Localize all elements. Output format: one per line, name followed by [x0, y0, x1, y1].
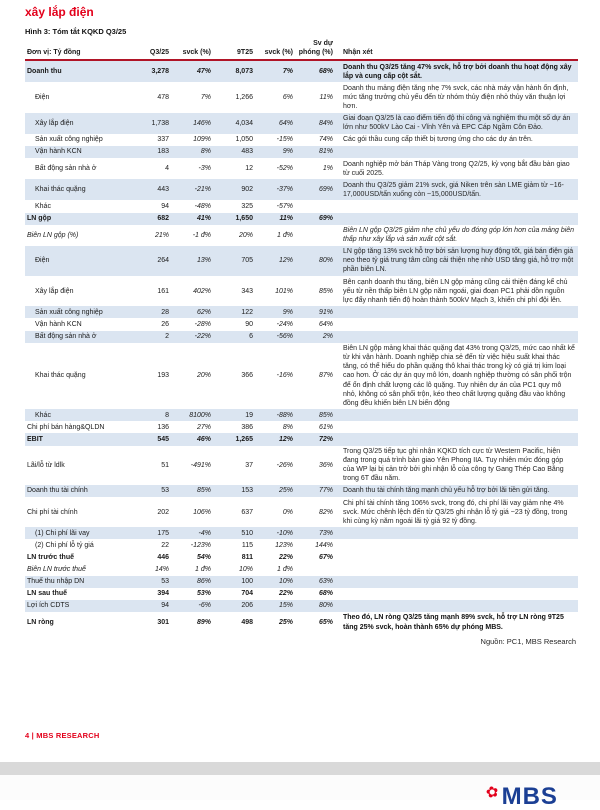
- value-q3-25: 136: [157, 423, 169, 431]
- value-9t25: 704: [241, 590, 253, 598]
- row-comment: [335, 539, 578, 551]
- row-label: Doanh thu tài chính: [25, 485, 137, 497]
- value-du-phong: 72%: [295, 433, 335, 445]
- value-svck-q3: 146%: [171, 113, 213, 134]
- value-svck-q3: -3%: [198, 165, 211, 173]
- figure-caption: Hình 3: Tóm tắt KQKD Q3/25: [25, 27, 127, 36]
- value-q3-25: 22: [161, 541, 169, 549]
- row-label: Chi phí bán hàng&QLDN: [27, 423, 105, 431]
- row-label: LN trước thuế: [27, 554, 74, 561]
- value-svck-q3: 89%: [196, 619, 211, 627]
- value-svck-q3: 27%: [196, 423, 211, 431]
- value-svck-9t: -88%: [255, 409, 295, 421]
- value-svck-q3: 47%: [171, 60, 213, 82]
- table-row: [25, 134, 578, 146]
- row-comment: [335, 318, 578, 330]
- table-row: [25, 246, 578, 276]
- table-row: [25, 588, 578, 600]
- value-svck-q3: 1 đ%: [195, 566, 211, 574]
- table-row: [25, 564, 578, 576]
- table-row: [25, 576, 578, 588]
- value-svck-q3: -21%: [171, 179, 213, 200]
- row-comment: [335, 552, 578, 564]
- value-q3-25: 28: [137, 306, 171, 318]
- value-svck-q3: 13%: [171, 246, 213, 276]
- row-comment: [335, 433, 578, 445]
- value-9t25: 12: [245, 165, 253, 173]
- value-svck-q3: 7%: [200, 93, 211, 101]
- value-svck-9t: 7%: [255, 60, 295, 82]
- value-svck-q3: -1 đ%: [192, 231, 211, 239]
- value-svck-9t: -24%: [276, 320, 293, 328]
- row-label: Khai thác quặng: [35, 372, 86, 380]
- value-svck-9t: 9%: [255, 146, 295, 158]
- value-du-phong: 68%: [295, 60, 335, 82]
- row-comment: Biên LN gộp Q3/25 giảm nhẹ chủ yếu do đóng góp lớn hơn của mảng biên thấp như xây lắp và sản xuất cột sắt.: [343, 227, 575, 244]
- value-du-phong: 1%: [322, 165, 333, 173]
- row-label: Xây lắp điện: [35, 287, 74, 295]
- page-title: xây lắp điện: [25, 5, 94, 19]
- row-label: EBIT: [25, 433, 137, 445]
- mbs-logo: [484, 782, 558, 810]
- value-svck-9t: 25%: [278, 619, 293, 627]
- value-svck-q3: -6%: [171, 600, 213, 612]
- value-svck-9t: 22%: [278, 554, 293, 561]
- table-body: [25, 60, 578, 633]
- value-svck-q3: 86%: [171, 576, 213, 588]
- row-comment: [335, 409, 578, 421]
- value-q3-25: 337: [157, 136, 169, 144]
- value-svck-9t: 101%: [275, 287, 293, 295]
- value-du-phong: [295, 564, 335, 576]
- table-row: [25, 318, 578, 330]
- value-q3-25: 682: [137, 213, 171, 225]
- value-svck-q3: 402%: [193, 287, 211, 295]
- value-9t25: 366: [241, 372, 253, 380]
- value-9t25: 637: [241, 508, 253, 516]
- table-row: [25, 539, 578, 551]
- row-comment: Trong Q3/25 tiếp tục ghi nhận KQKD tích cực từ Western Pacific, hiện đang trong quá trình bàn giao Yên Phong IIA. Tuy nhiên mức đóng góp của WP lại bị cản trở bởi ghi nhận lỗ của công ty Gang Thép Cao Bằng trong 6T đầu năm.: [343, 448, 564, 483]
- row-label: (2) Chi phí lỗ tỷ giá: [35, 541, 94, 549]
- row-label: Khác: [35, 202, 51, 210]
- col-header-nhan-xet: Nhận xét: [335, 39, 578, 60]
- value-q3-25: 53: [137, 576, 171, 588]
- value-9t25: 19: [213, 409, 255, 421]
- row-comment: Biên LN gộp mảng khai thác quặng đạt 43% trong Q3/25, mức cao nhất kể từ khi vận hành. Doanh nghiệp chia sẻ đến từ việc hiệu suất khai thác tăng, có thể hiểu do phần quặng thô khai thác trong kỳ có giá trị kim loại cao hơn. Ở các dự án quy mô lớn, doanh nghiệp thường có sân phối trộn để ổn định chất lượng các lô quặng. Tuy nhiên dự án của PC1 quy mô nhỏ, không có sân phối trộn, kéo theo chất lượng quặng đầu vào không đồng đều khiến biên LN biến động: [343, 345, 575, 407]
- value-9t25: 115: [241, 541, 253, 549]
- value-q3-25: 2: [137, 331, 171, 343]
- row-comment: [335, 146, 578, 158]
- value-svck-q3: 62%: [171, 306, 213, 318]
- value-du-phong: 80%: [295, 600, 335, 612]
- table-row: [25, 225, 578, 246]
- row-label: Sản xuất công nghiệp: [35, 136, 103, 144]
- row-label: Thuế thu nhập DN: [25, 576, 137, 588]
- row-label: Khác: [25, 409, 137, 421]
- footer-page-info: [25, 731, 100, 740]
- value-svck-q3: 41%: [171, 213, 213, 225]
- value-9t25: 1,050: [235, 136, 253, 144]
- value-9t25: 90: [245, 320, 253, 328]
- table-row: [25, 179, 578, 200]
- value-9t25: 206: [213, 600, 255, 612]
- value-svck-q3: 54%: [196, 554, 211, 561]
- value-9t25: 1,265: [213, 433, 255, 445]
- value-du-phong: 87%: [318, 372, 333, 380]
- value-svck-q3: -4%: [171, 527, 213, 539]
- value-q3-25: 3,278: [137, 60, 171, 82]
- value-du-phong: 65%: [318, 619, 333, 627]
- value-svck-9t: 8%: [282, 423, 293, 431]
- value-svck-9t: 64%: [255, 113, 295, 134]
- value-du-phong: 74%: [318, 136, 333, 144]
- value-9t25: 386: [241, 423, 253, 431]
- value-svck-q3: -123%: [190, 541, 211, 549]
- value-svck-9t: 15%: [255, 600, 295, 612]
- value-9t25: 902: [213, 179, 255, 200]
- value-q3-25: 301: [157, 619, 169, 627]
- value-svck-9t: 9%: [255, 306, 295, 318]
- table-row: [25, 527, 578, 539]
- row-comment: [335, 306, 578, 318]
- value-svck-9t: 0%: [282, 508, 293, 516]
- row-comment: [335, 331, 578, 343]
- row-comment: [335, 588, 578, 600]
- value-svck-9t: -57%: [276, 202, 293, 210]
- row-label: Bất động sản nhà ở: [25, 331, 137, 343]
- value-q3-25: 446: [157, 554, 169, 561]
- value-q3-25: 94: [137, 600, 171, 612]
- value-du-phong: 2%: [295, 331, 335, 343]
- value-9t25: 8,073: [213, 60, 255, 82]
- row-comment: Doanh thu mảng điện tăng nhẹ 7% svck, các nhà máy vận hành ổn định, mức tăng trưởng chủ yếu đến từ nhóm thủy điện nhỏ thủy văn thuận lợi hơn.: [343, 84, 569, 111]
- value-q3-25: 202: [157, 508, 169, 516]
- value-du-phong: [295, 225, 335, 246]
- value-9t25: 122: [213, 306, 255, 318]
- col-header-svck-9t: svck (%): [255, 39, 295, 60]
- value-svck-q3: 85%: [171, 485, 213, 497]
- value-du-phong: [295, 200, 335, 212]
- value-q3-25: 193: [157, 372, 169, 380]
- row-comment: [335, 576, 578, 588]
- col-header-unit: Đơn vị: Tỷ đồng: [25, 39, 137, 60]
- value-q3-25: 21%: [154, 231, 169, 239]
- row-comment: Doanh thu Q3/25 giảm 21% svck, giá Niken trên sàn LME giảm từ ~16-17,000USD/tấn xuống còn ~15,000USD/tấn.: [335, 179, 578, 200]
- value-q3-25: 53: [137, 485, 171, 497]
- row-label: LN gộp: [25, 213, 137, 225]
- table-row: [25, 600, 578, 612]
- value-q3-25: 4: [165, 165, 169, 173]
- col-header-q3-25: Q3/25: [137, 39, 171, 60]
- value-9t25: 343: [241, 287, 253, 295]
- row-label: Doanh thu: [25, 60, 137, 82]
- row-comment: Theo đó, LN ròng Q3/25 tăng mạnh 89% svck, hỗ trợ LN ròng 9T25 tăng 25% svck, hoàn thành 65% dự phóng MBS.: [343, 614, 564, 631]
- value-svck-9t: -52%: [276, 165, 293, 173]
- row-comment: Doanh nghiệp mở bán Tháp Vàng trong Q2/25, kỳ vọng bắt đầu bàn giao từ cuối 2025.: [343, 160, 570, 177]
- value-9t25: 100: [213, 576, 255, 588]
- table-row: [25, 113, 578, 134]
- row-label: Sản xuất công nghiệp: [25, 306, 137, 318]
- row-label: (1) Chi phí lãi vay: [25, 527, 137, 539]
- value-svck-q3: -22%: [171, 331, 213, 343]
- value-du-phong: 67%: [318, 554, 333, 561]
- value-9t25: 498: [241, 619, 253, 627]
- value-q3-25: 161: [157, 287, 169, 295]
- footer-divider-bar: [0, 762, 600, 775]
- table-row: [25, 497, 578, 527]
- table-row: [25, 409, 578, 421]
- table-row: [25, 146, 578, 158]
- row-comment: Doanh thu tài chính tăng mạnh chủ yếu hỗ trợ bởi lãi tiền gửi tăng.: [335, 485, 578, 497]
- value-q3-25: 175: [137, 527, 171, 539]
- value-9t25: 325: [241, 202, 253, 210]
- value-du-phong: 63%: [295, 576, 335, 588]
- value-svck-9t: -56%: [255, 331, 295, 343]
- kqkd-table: [25, 39, 578, 633]
- value-svck-9t: -16%: [276, 372, 293, 380]
- row-comment: [335, 213, 578, 225]
- value-9t25: 20%: [238, 231, 253, 239]
- kqkd-table-wrap: [25, 39, 578, 646]
- table-row: [25, 276, 578, 306]
- value-svck-9t: 22%: [278, 590, 293, 598]
- table-row: [25, 485, 578, 497]
- value-du-phong: 144%: [315, 541, 333, 549]
- value-du-phong: 82%: [318, 508, 333, 516]
- row-comment: Bên cạnh doanh thu tăng, biên LN gộp mảng cũng cải thiện đáng kể chủ yếu từ nền thấp biên LN gộp năm ngoái, giai đoạn PC1 phải dồn nguồn lực đẩy nhanh tiến độ hoàn thành 500kV Mạch 3, khiến chi phí đội lên.: [343, 278, 568, 304]
- footer-separator: |: [31, 731, 34, 740]
- value-9t25: 153: [213, 485, 255, 497]
- row-label: Khai thác quặng: [25, 179, 137, 200]
- value-svck-q3: 46%: [171, 433, 213, 445]
- col-header-svck-q3: svck (%): [171, 39, 213, 60]
- value-q3-25: 264: [137, 246, 171, 276]
- row-comment: [335, 421, 578, 433]
- value-svck-q3: -28%: [194, 320, 211, 328]
- table-row: [25, 82, 578, 112]
- value-9t25: 483: [213, 146, 255, 158]
- table-row: [25, 331, 578, 343]
- col-header-9t25: 9T25: [213, 39, 255, 60]
- table-row: [25, 446, 578, 485]
- value-du-phong: 85%: [318, 287, 333, 295]
- value-du-phong: 91%: [295, 306, 335, 318]
- value-9t25: 1,266: [235, 93, 253, 101]
- value-9t25: 811: [241, 554, 253, 561]
- row-comment: [335, 600, 578, 612]
- value-du-phong: 69%: [295, 213, 335, 225]
- value-svck-q3: 53%: [196, 590, 211, 598]
- table-row: [25, 158, 578, 179]
- row-label: Biên LN trước thuế: [27, 566, 86, 574]
- value-du-phong: 61%: [318, 423, 333, 431]
- value-svck-9t: 11%: [255, 213, 295, 225]
- value-svck-9t: 25%: [255, 485, 295, 497]
- row-label: LN ròng: [27, 619, 54, 627]
- value-du-phong: 85%: [295, 409, 335, 421]
- row-comment: Giai đoạn Q3/25 là cao điểm tiến độ thi công và nghiệm thu một số dự án lớn như 500kV Lào Cai - Vĩnh Yên và EPC Cáp Ngầm Côn Đảo.: [335, 113, 578, 134]
- row-label: Chi phí tài chính: [27, 508, 78, 516]
- value-svck-q3: -491%: [190, 461, 211, 469]
- value-9t25: 10%: [238, 566, 253, 574]
- value-svck-9t: 12%: [255, 433, 295, 445]
- table-header-row: [25, 39, 578, 60]
- value-q3-25: 1,738: [137, 113, 171, 134]
- row-label: Bất động sản nhà ở: [35, 165, 97, 173]
- value-svck-9t: 10%: [255, 576, 295, 588]
- value-q3-25: 394: [157, 590, 169, 598]
- row-comment: Chi phí tài chính tăng 106% svck, trong đó, chi phí lãi vay giảm nhẹ 4% svck. Mức chênh lệch đến từ Q3/25 ghi nhận lỗ tỷ giá ~23 tỷ đồng, trong khi cùng kỳ năm ngoái lãi tỷ giá 92 tỷ đồng.: [343, 499, 568, 525]
- value-svck-q3: 20%: [196, 372, 211, 380]
- row-comment: [335, 200, 578, 212]
- value-q3-25: 51: [161, 461, 169, 469]
- value-svck-9t: -10%: [255, 527, 295, 539]
- value-du-phong: 73%: [295, 527, 335, 539]
- table-row: [25, 306, 578, 318]
- mbs-flame-icon: ✿: [484, 782, 501, 803]
- value-q3-25: 183: [137, 146, 171, 158]
- table-row: [25, 60, 578, 82]
- value-svck-9t: -37%: [255, 179, 295, 200]
- value-q3-25: 545: [137, 433, 171, 445]
- row-label: LN sau thuế: [27, 590, 68, 598]
- value-9t25: 705: [213, 246, 255, 276]
- table-row: [25, 612, 578, 633]
- value-svck-q3: 8100%: [171, 409, 213, 421]
- table-row: [25, 200, 578, 212]
- row-label: Lợi ích CDTS: [25, 600, 137, 612]
- row-comment: [335, 527, 578, 539]
- row-comment: Các gói thầu cung cấp thiết bị tương ứng cho các dự án trên.: [343, 136, 533, 144]
- col-header-sv-du-phong: Sv dự phóng (%): [295, 39, 335, 60]
- value-9t25: 4,034: [213, 113, 255, 134]
- value-svck-q3: -48%: [194, 202, 211, 210]
- value-9t25: 1,650: [213, 213, 255, 225]
- value-du-phong: 11%: [319, 93, 333, 101]
- mbs-logo-text: MBS: [501, 783, 558, 810]
- value-du-phong: 69%: [295, 179, 335, 200]
- row-comment: Doanh thu Q3/25 tăng 47% svck, hỗ trợ bởi doanh thu hoạt động xây lắp và cung cấp cột sắt.: [335, 60, 578, 82]
- value-svck-9t: -26%: [276, 461, 293, 469]
- source-text: Nguồn: PC1, MBS Research: [480, 637, 576, 647]
- value-svck-q3: 106%: [193, 508, 211, 516]
- value-svck-q3: 109%: [193, 136, 211, 144]
- value-q3-25: 94: [161, 202, 169, 210]
- row-label: Xây lắp điện: [25, 113, 137, 134]
- value-q3-25: 8: [137, 409, 171, 421]
- table-row: [25, 552, 578, 564]
- value-svck-9t: 1 đ%: [277, 566, 293, 574]
- table-row: [25, 433, 578, 445]
- footer-page-number: 4: [25, 731, 30, 740]
- value-du-phong: 36%: [318, 461, 333, 469]
- value-q3-25: 443: [137, 179, 171, 200]
- value-du-phong: 81%: [295, 146, 335, 158]
- value-du-phong: 68%: [318, 590, 333, 598]
- row-comment: [335, 564, 578, 576]
- footer-brand: MBS RESEARCH: [36, 731, 100, 740]
- row-label: Biên LN gộp (%): [27, 231, 79, 239]
- row-label: Vận hành KCN: [35, 320, 82, 328]
- table-row: [25, 421, 578, 433]
- value-q3-25: 26: [161, 320, 169, 328]
- value-q3-25: 478: [157, 93, 169, 101]
- value-svck-9t: 6%: [282, 93, 293, 101]
- row-label: Điện: [35, 93, 50, 101]
- value-q3-25: 14%: [154, 566, 169, 574]
- table-row: [25, 213, 578, 225]
- table-row: [25, 343, 578, 410]
- row-label: Lãi/lỗ từ ldlk: [27, 461, 65, 469]
- value-du-phong: 80%: [295, 246, 335, 276]
- row-label: Điện: [25, 246, 137, 276]
- value-svck-9t: 123%: [275, 541, 293, 549]
- row-label: Vận hành KCN: [25, 146, 137, 158]
- value-du-phong: 64%: [318, 320, 333, 328]
- value-du-phong: 84%: [295, 113, 335, 134]
- value-du-phong: 77%: [295, 485, 335, 497]
- value-svck-9t: 12%: [255, 246, 295, 276]
- value-svck-q3: 8%: [171, 146, 213, 158]
- value-9t25: 510: [213, 527, 255, 539]
- value-svck-9t: 1 đ%: [277, 231, 293, 239]
- value-9t25: 6: [213, 331, 255, 343]
- value-9t25: 37: [245, 461, 253, 469]
- value-svck-9t: -15%: [276, 136, 293, 144]
- row-comment: LN gộp tăng 13% svck hỗ trợ bởi sản lượng huy động tốt, giá bán điện giá neo theo tỷ giá trung tâm cũng cải thiện nhẹ nhờ USD tăng giá, hỗ trợ một phần biên LN.: [335, 246, 578, 276]
